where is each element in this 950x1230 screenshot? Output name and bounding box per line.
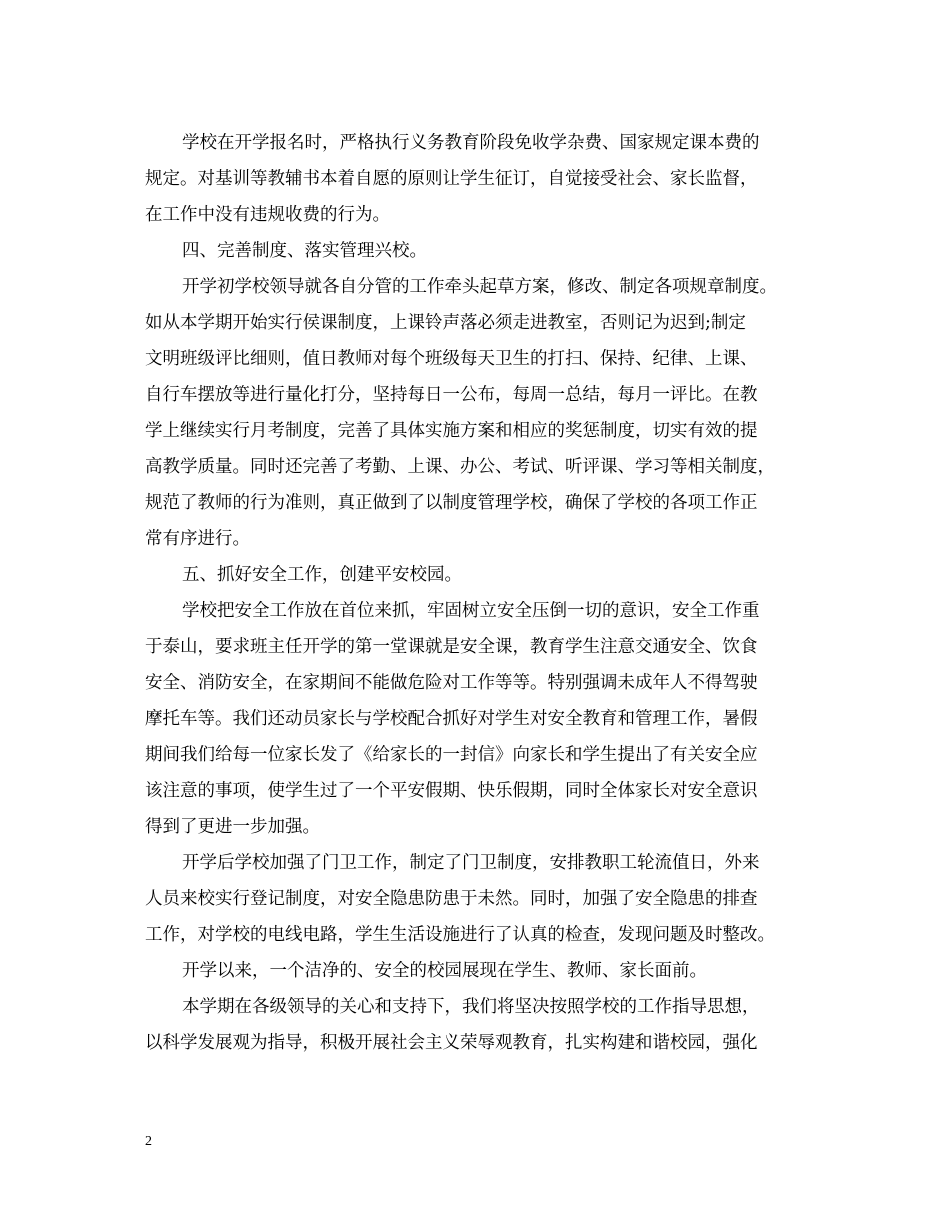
text-line-11: 规范了教师的行为准则，真正做到了以制度管理学校，确保了学校的各项工作正 xyxy=(145,493,758,513)
text-line-7: 文明班级评比细则，值日教师对每个班级每天卫生的打扫、保持、纪律、上课、 xyxy=(145,349,758,369)
text-line-5: 开学初学校领导就各自分管的工作牵头起草方案，修改、制定各项规章制度。 xyxy=(182,277,777,297)
text-line-2: 规定。对基训等教辅书本着自愿的原则让学生征订，自觉接受社会、家长监督， xyxy=(145,169,758,189)
text-line-12: 常有序进行。 xyxy=(145,529,250,549)
document-body xyxy=(145,125,810,1061)
text-line-21: 开学后学校加强了门卫工作，制定了门卫制度，安排教职工轮流值日，外来 xyxy=(182,853,760,873)
text-line-15: 于泰山，要求班主任开学的第一堂课就是安全课，教育学生注意交通安全、饮食 xyxy=(145,637,758,657)
text-line-17: 摩托车等。我们还动员家长与学校配合抓好对学生对安全教育和管理工作，暑假 xyxy=(145,709,758,729)
text-line-8: 自行车摆放等进行量化打分，坚持每日一公布，每周一总结，每月一评比。在教 xyxy=(145,385,758,405)
section-heading-5: 五、抓好安全工作，创建平安校园。 xyxy=(182,565,462,585)
section-heading-4: 四、完善制度、落实管理兴校。 xyxy=(182,241,427,261)
text-line-19: 该注意的事项，使学生过了一个平安假期、快乐假期，同时全体家长对安全意识 xyxy=(145,781,758,801)
text-line-22: 人员来校实行登记制度，对安全隐患防患于未然。同时，加强了安全隐患的排查 xyxy=(145,889,758,909)
text-line-25: 本学期在各级领导的关心和支持下，我们将坚决按照学校的工作指导思想， xyxy=(182,997,760,1017)
text-line-24: 开学以来，一个洁净的、安全的校园展现在学生、教师、家长面前。 xyxy=(182,961,707,981)
text-line-16: 安全、消防安全，在家期间不能做危险对工作等等。特别强调未成年人不得驾驶 xyxy=(145,673,758,693)
text-line-23: 工作，对学校的电线电路，学生生活设施进行了认真的检查，发现问题及时整改。 xyxy=(145,925,775,945)
text-line-1: 学校在开学报名时，严格执行义务教育阶段免收学杂费、国家规定课本费的 xyxy=(182,133,760,153)
text-line-20: 得到了更进一步加强。 xyxy=(145,817,320,837)
text-line-3: 在工作中没有违规收费的行为。 xyxy=(145,205,390,225)
text-line-18: 期间我们给每一位家长发了《给家长的一封信》向家长和学生提出了有关安全应 xyxy=(145,745,758,765)
text-line-14: 学校把安全工作放在首位来抓，牢固树立安全压倒一切的意识，安全工作重 xyxy=(182,601,760,621)
text-line-26: 以科学发展观为指导，积极开展社会主义荣辱观教育，扎实构建和谐校园，强化 xyxy=(145,1033,758,1053)
text-line-10: 高教学质量。同时还完善了考勤、上课、办公、考试、听评课、学习等相关制度， xyxy=(145,457,775,477)
text-line-6: 如从本学期开始实行侯课制度，上课铃声落必须走进教室，否则记为迟到;制定 xyxy=(145,313,746,333)
text-line-9: 学上继续实行月考制度，完善了具体实施方案和相应的奖惩制度，切实有效的提 xyxy=(145,421,758,441)
page-number: 2 xyxy=(145,1134,152,1149)
